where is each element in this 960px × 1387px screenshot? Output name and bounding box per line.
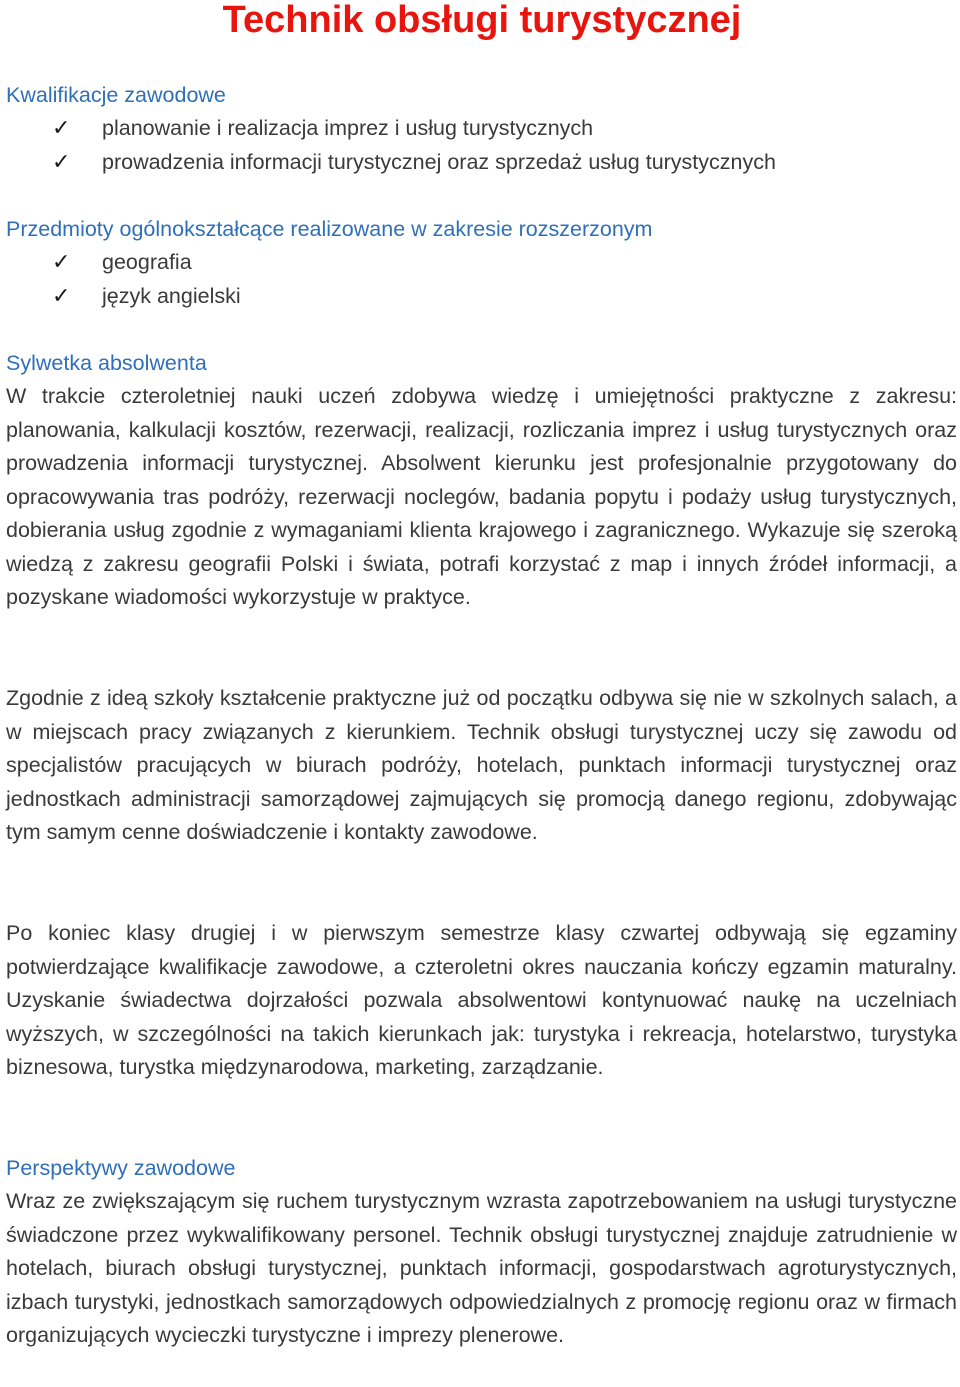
checkmark-icon: ✓ (52, 116, 71, 141)
list-item-text: geografia (102, 250, 192, 274)
section-heading-qualifications: Kwalifikacje zawodowe (6, 83, 226, 107)
list-item-text: język angielski (102, 283, 241, 308)
list-item-text: planowanie i realizacja imprez i usług turystycznych (102, 116, 594, 140)
checkmark-icon: ✓ (52, 250, 71, 275)
section-heading-graduate-profile: Sylwetka absolwenta (6, 351, 207, 375)
page-title (0, 0, 960, 42)
checkmark-icon: ✓ (52, 283, 71, 309)
checkmark-icon: ✓ (52, 149, 71, 175)
list-item-text: prowadzenia informacji turystycznej oraz sprzedaż usług turystycznych (102, 149, 776, 174)
graduate-profile-paragraph-2: Zgodnie z ideą szkoły kształcenie praktyczne już od początku odbywa się nie w szkolnych salach, a w miejscach pracy związanych z kierunkiem. Technik obsługi turystycznej uczy się zawodu od specjalistów pracujących w biurach podróży, hotelach, punktach informacji turystycznej oraz jednostkach administracji samorządowej zajmujących się promocją danego regionu, zdobywając tym samym cenne doświadczenie i kontakty zawodowe. (6, 686, 957, 845)
page-title-text: Technik obsługi turystycznej (222, 0, 742, 41)
graduate-profile-paragraph-3: Po koniec klasy drugiej i w pierwszym semestrze klasy czwartej odbywają się egzaminy potwierdzające kwalifikacje zawodowe, a czteroletni okres nauczania kończy egzamin maturalny. Uzyskanie świadectwa dojrzałości pozwala absolwentowi kontynuować naukę na uczelniach wyższych, w szczególności na takich kierunkach jak: turystyka i rekreacja, hotelarstwo, turystyka biznesowa, turystka międzynarodowa, marketing, zarządzanie. (6, 921, 957, 1080)
section-heading-extended-subjects: Przedmioty ogólnokształcące realizowane w zakresie rozszerzonym (6, 217, 653, 241)
career-prospects-paragraph: Wraz ze zwiększającym się ruchem turystycznym wzrasta zapotrzebowaniem na usługi turystyczne świadczone przez wykwalifikowany personel. Technik obsługi turystycznej znajduje zatrudnienie w hotelach, biurach obsługi turystycznej, punktach informacji, gospodarstwach agroturystycznych, izbach turystyki, jednostkach samorządowych odpowiedzialnych z promocję regionu oraz w firmach organizujących wycieczki turystyczne i imprezy plenerowe. (6, 1189, 957, 1348)
graduate-profile-paragraph-1: W trakcie czteroletniej nauki uczeń zdobywa wiedzę i umiejętności praktyczne z zakresu: planowania, kalkulacji kosztów, rezerwacji, realizacji, rozliczania imprez i usług turystycznych oraz prowadzenia informacji turystycznej. Absolwent kierunku jest profesjonalnie przygotowany do opracowywania tras podróży, rezerwacji noclegów, badania popytu i podaży usług turystycznych, dobierania usług zgodnie z wymaganiami klienta krajowego i zagranicznego. Wykazuje się szeroką wiedzą z zakresu geografii Polski i świata, potrafi korzystać z map i innych źródeł informacji, a pozyskane wiadomości wykorzystuje w praktyce. (6, 384, 957, 610)
section-heading-career-prospects: Perspektywy zawodowe (6, 1156, 236, 1180)
